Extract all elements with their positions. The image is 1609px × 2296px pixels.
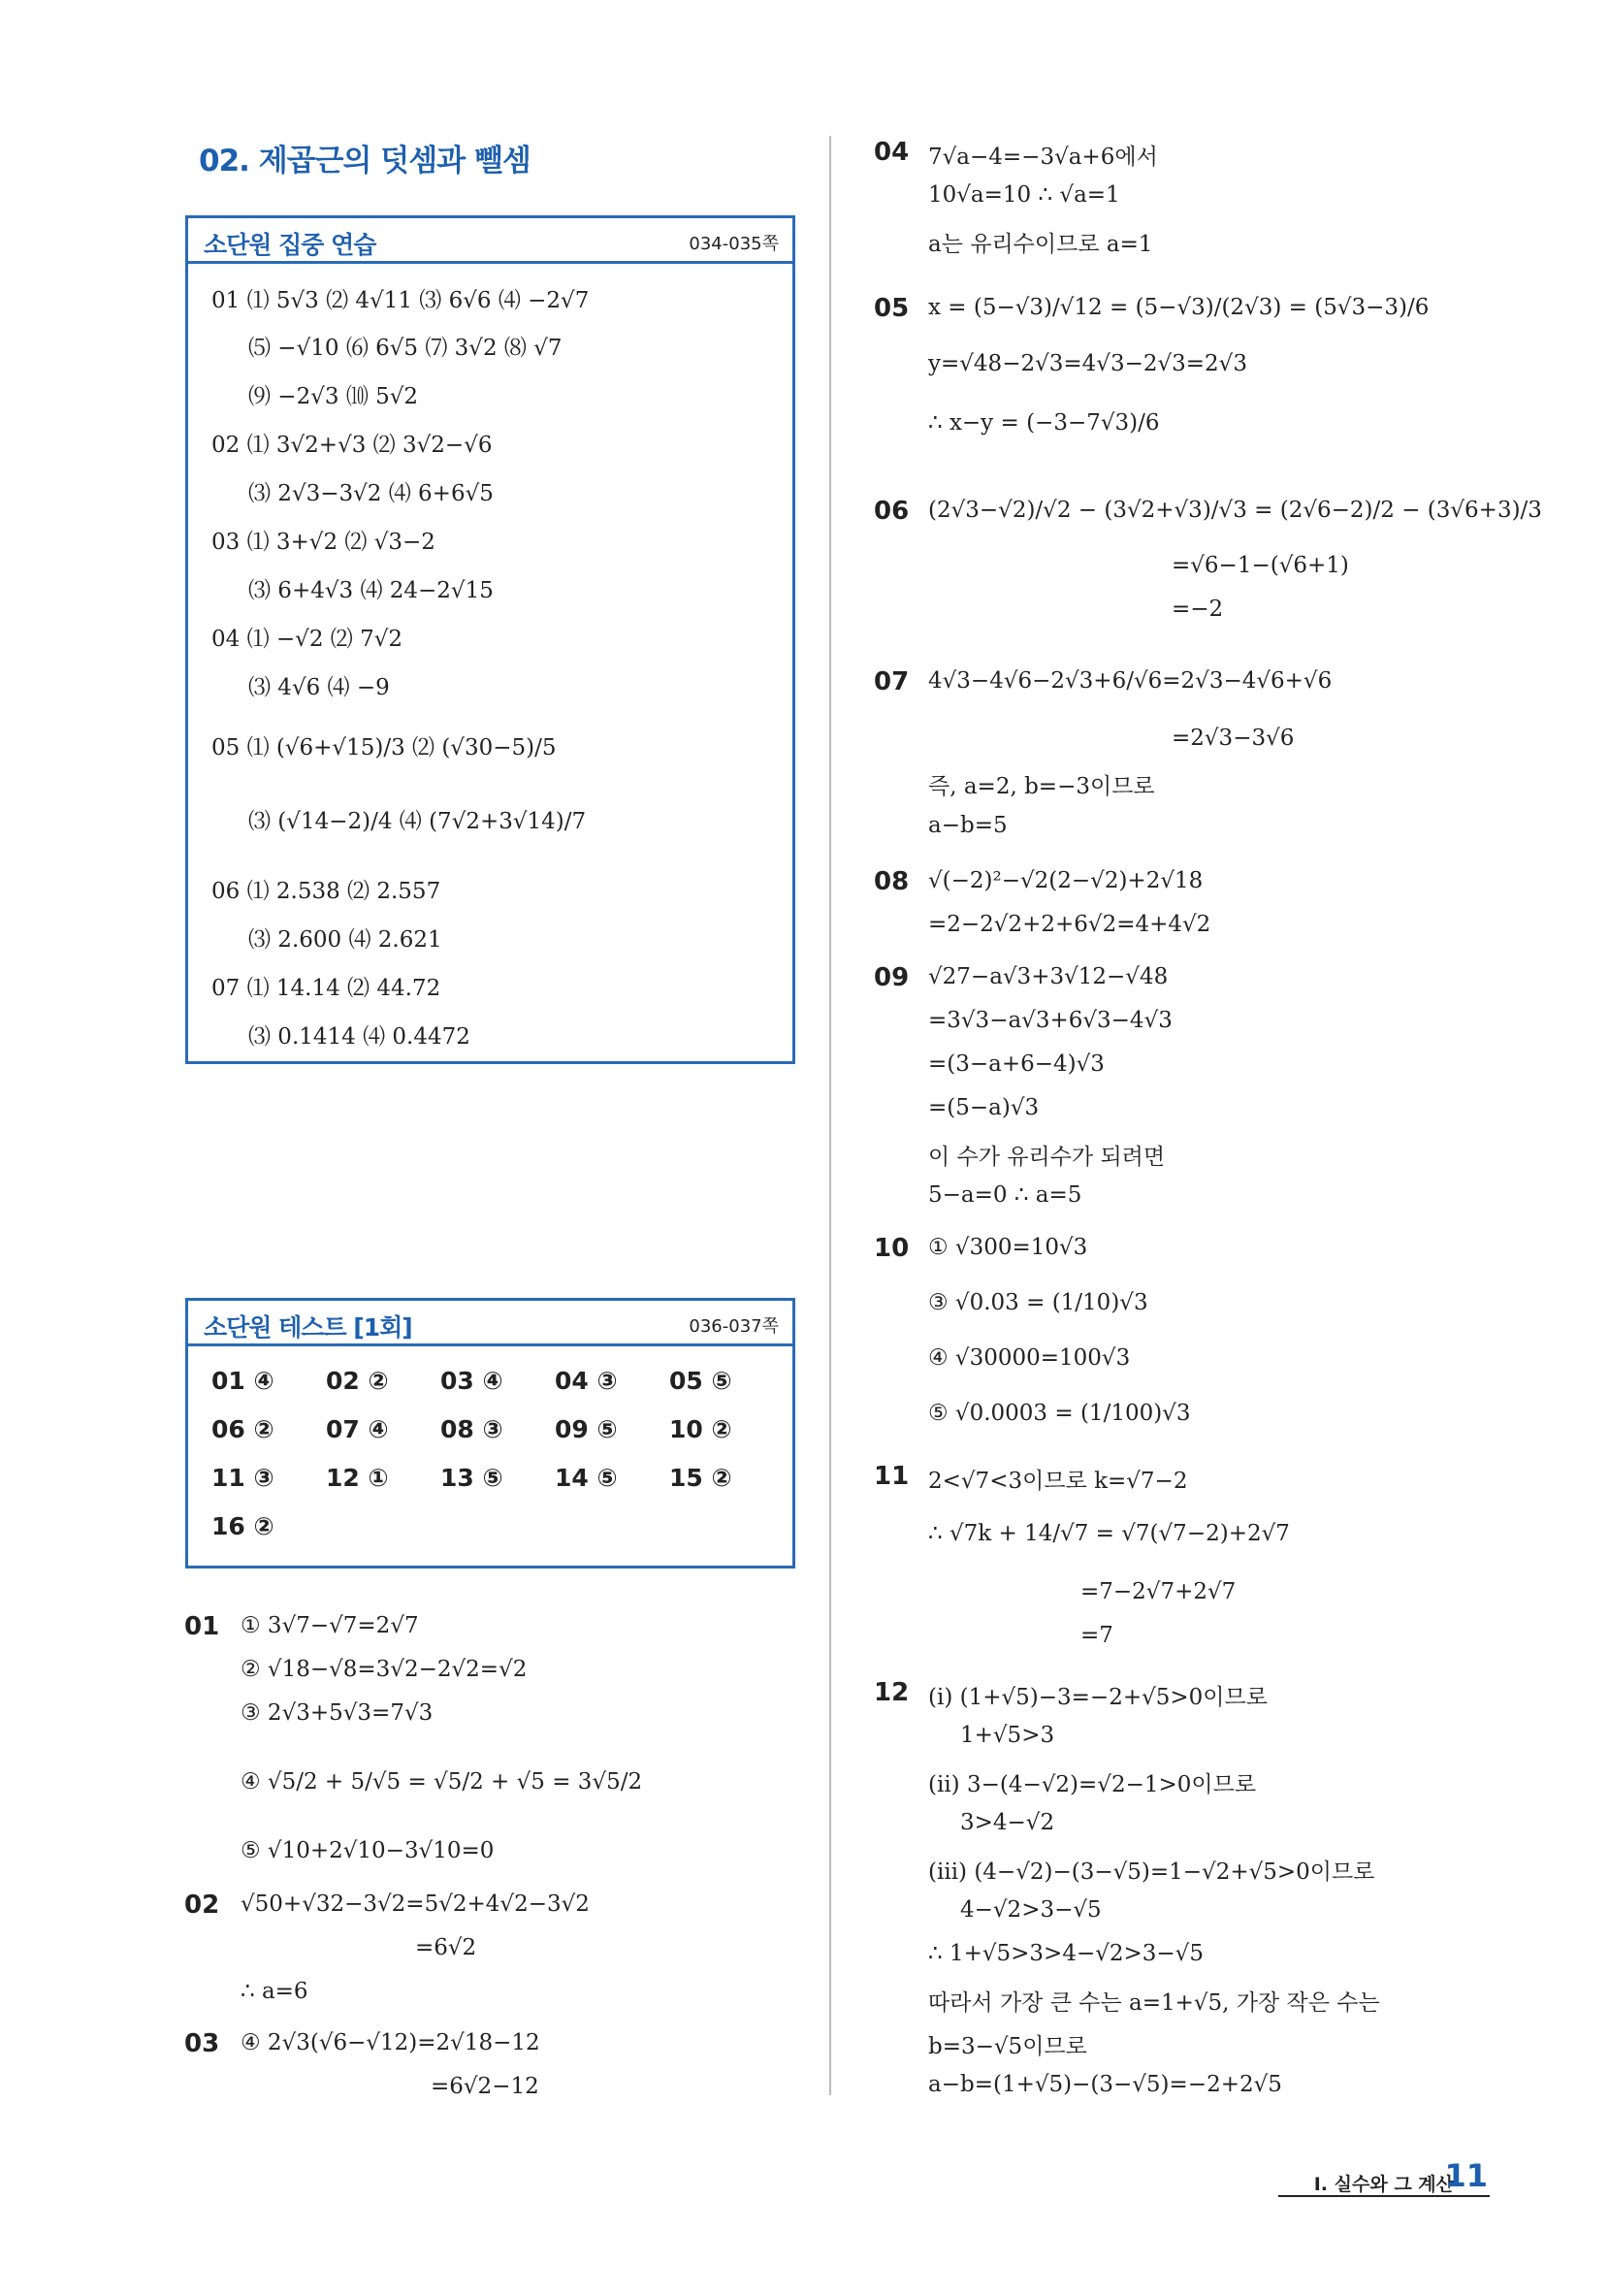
solution-line: 1+√5>3 [960,1723,1055,1748]
solution-line: ③ √0.03 = (1/10)√3 [928,1290,1148,1315]
test-answer-box [185,1298,795,1568]
solution-number: 02 [184,1891,220,1920]
footer-rule [1278,2195,1490,2197]
test-answer: 04 ③ [555,1367,618,1395]
solution-line: 따라서 가장 큰 수는 a=1+√5, 가장 작은 수는 [928,1990,1380,2016]
practice-answer-box [185,215,795,1064]
solution-line: x = (5−√3)/√12 = (5−√3)/(2√3) = (5√3−3)/6 [928,295,1430,320]
solution-line: =7−2√7+2√7 [1080,1579,1237,1604]
test-box-pages: 036-037쪽 [689,1316,779,1337]
practice-row: 01 ⑴ 5√3 ⑵ 4√11 ⑶ 6√6 ⑷ −2√7 [211,288,590,313]
solution-number: 07 [874,667,910,696]
solution-number: 08 [874,867,910,896]
solution-line: 4√3−4√6−2√3+6/√6=2√3−4√6+√6 [928,668,1333,694]
solution-line: b=3−√5이므로 [928,2034,1087,2059]
solution-line: ④ 2√3(√6−√12)=2√18−12 [241,2030,540,2055]
test-box-header [188,1301,792,1346]
footer-chapter: Ⅰ. 실수와 그 계산 [1313,2174,1454,2195]
solution-number: 03 [184,2029,220,2058]
solution-line: √(−2)²−√2(2−√2)+2√18 [928,868,1204,893]
solution-number: 09 [874,963,910,992]
test-answer: 16 ② [211,1512,274,1540]
practice-row: ⑼ −2√3 ⑽ 5√2 [248,384,419,409]
test-answer: 10 ② [669,1415,732,1443]
solution-line: ④ √30000=100√3 [928,1345,1131,1371]
practice-row: ⑶ 6+4√3 ⑷ 24−2√15 [248,578,494,603]
solution-line: 7√a−4=−3√a+6에서 [928,145,1158,170]
solution-line: ∴ √7k + 14/√7 = √7(√7−2)+2√7 [928,1521,1290,1546]
practice-row: 02 ⑴ 3√2+√3 ⑵ 3√2−√6 [211,433,493,458]
practice-row: ⑶ 0.1414 ⑷ 0.4472 [248,1024,470,1050]
solution-line: 이 수가 유리수가 되려면 [928,1145,1166,1170]
solution-line: ① 3√7−√7=2√7 [241,1613,419,1638]
solution-line: =(3−a+6−4)√3 [928,1051,1105,1077]
test-answer: 12 ① [326,1464,389,1492]
solution-number: 05 [874,294,910,323]
solution-line: 즉, a=2, b=−3이므로 [928,774,1155,799]
solution-line: ③ 2√3+5√3=7√3 [241,1700,434,1726]
practice-row: 04 ⑴ −√2 ⑵ 7√2 [211,627,402,652]
solution-line: ∴ 1+√5>3>4−√2>3−√5 [928,1941,1204,1966]
solution-line: 2<√7<3이므로 k=√7−2 [928,1469,1188,1494]
solution-line: (ⅲ) (4−√2)−(3−√5)=1−√2+√5>0이므로 [928,1859,1375,1885]
column-divider [829,136,831,2095]
practice-row: ⑶ 2.600 ⑷ 2.621 [248,927,442,953]
solution-line: a−b=5 [928,813,1008,838]
practice-box-title: 소단원 집중 연습 [204,231,376,259]
test-answer: 05 ⑤ [669,1367,732,1395]
test-answer: 13 ⑤ [440,1464,503,1492]
practice-row: ⑶ (√14−2)/4 ⑷ (7√2+3√14)/7 [248,809,587,834]
test-answer: 14 ⑤ [555,1464,618,1492]
test-box-title: 소단원 테스트 [1회] [204,1313,412,1342]
test-answer: 11 ③ [211,1464,274,1492]
solution-line: √50+√32−3√2=5√2+4√2−3√2 [241,1892,590,1917]
solution-line: =6√2 [415,1935,477,1960]
solution-line: =2√3−3√6 [1172,726,1295,751]
solution-line: a는 유리수이므로 a=1 [928,232,1153,257]
practice-row: 03 ⑴ 3+√2 ⑵ √3−2 [211,530,435,555]
test-answer: 01 ④ [211,1367,274,1395]
solution-line: ∴ a=6 [241,1979,308,2004]
solution-line: 3>4−√2 [960,1810,1055,1835]
solution-line: ∴ x−y = (−3−7√3)/6 [928,410,1160,436]
test-answer: 06 ② [211,1415,274,1443]
solution-line: =7 [1080,1623,1113,1648]
practice-row: ⑸ −√10 ⑹ 6√5 ⑺ 3√2 ⑻ √7 [248,336,563,361]
test-answer: 03 ④ [440,1367,503,1395]
solution-line: 4−√2>3−√5 [960,1897,1102,1923]
solution-line: (2√3−√2)/√2 − (3√2+√3)/√3 = (2√6−2)/2 − (3√6+3)/3 [928,498,1542,523]
solution-line: ⑤ √0.0003 = (1/100)√3 [928,1401,1191,1426]
solution-line: =(5−a)√3 [928,1095,1040,1120]
solution-number: 12 [874,1678,910,1707]
practice-row: 06 ⑴ 2.538 ⑵ 2.557 [211,879,441,904]
practice-row: 05 ⑴ (√6+√15)/3 ⑵ (√30−5)/5 [211,735,557,760]
solution-number: 01 [184,1612,220,1641]
solution-line: a−b=(1+√5)−(3−√5)=−2+2√5 [928,2072,1282,2097]
solution-number: 06 [874,497,910,526]
practice-row: 07 ⑴ 14.14 ⑵ 44.72 [211,976,441,1001]
solution-number: 10 [874,1234,910,1263]
solution-line: ① √300=10√3 [928,1235,1088,1260]
practice-box-pages: 034-035쪽 [689,234,779,254]
solution-line: (ⅱ) 3−(4−√2)=√2−1>0이므로 [928,1772,1257,1797]
solution-line: y=√48−2√3=4√3−2√3=2√3 [928,351,1247,376]
test-answer: 09 ⑤ [555,1415,618,1443]
solution-line: (ⅰ) (1+√5)−3=−2+√5>0이므로 [928,1685,1268,1710]
solution-line: =3√3−a√3+6√3−4√3 [928,1008,1173,1033]
solution-line: ② √18−√8=3√2−2√2=√2 [241,1657,528,1682]
solution-line: √27−a√3+3√12−√48 [928,964,1169,989]
solution-number: 04 [874,138,910,167]
footer-page-number: 11 [1444,2157,1488,2194]
solution-line: =6√2−12 [431,2074,539,2099]
solution-line: 5−a=0 ∴ a=5 [928,1182,1082,1208]
solution-line: 10√a=10 ∴ √a=1 [928,182,1120,208]
solution-line: =−2 [1172,597,1224,622]
test-answer: 02 ② [326,1367,389,1395]
solution-number: 11 [874,1462,910,1491]
solution-line: ④ √5/2 + 5/√5 = √5/2 + √5 = 3√5/2 [241,1769,643,1795]
practice-row: ⑶ 2√3−3√2 ⑷ 6+6√5 [248,481,494,506]
practice-row: ⑶ 4√6 ⑷ −9 [248,675,390,700]
test-answer: 15 ② [669,1464,732,1492]
practice-box-header [188,218,792,264]
solution-line: =√6−1−(√6+1) [1172,553,1349,578]
solution-line: =2−2√2+2+6√2=4+4√2 [928,912,1211,937]
solution-line: ⑤ √10+2√10−3√10=0 [241,1838,495,1863]
test-answer: 08 ③ [440,1415,503,1443]
test-answer: 07 ④ [326,1415,389,1443]
section-title: 02. 제곱근의 덧셈과 뺄셈 [199,144,531,178]
